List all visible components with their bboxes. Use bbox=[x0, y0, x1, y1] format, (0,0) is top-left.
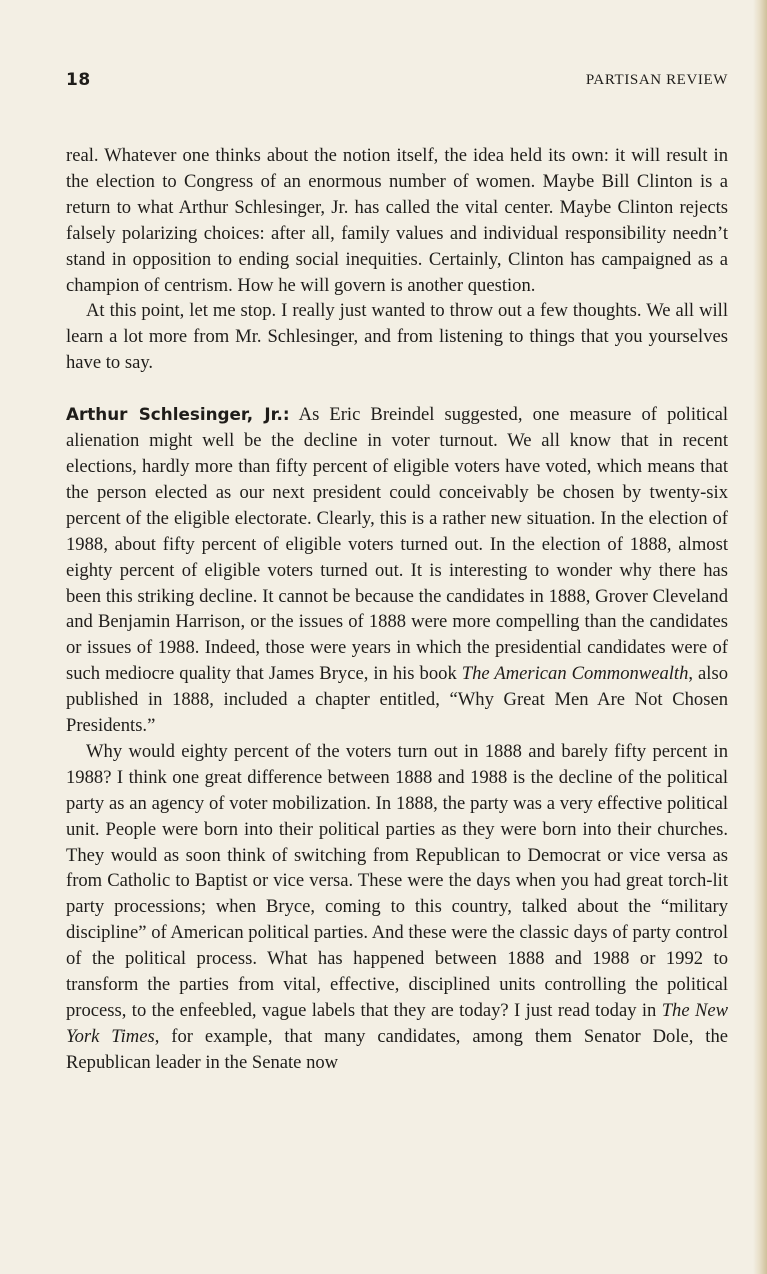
paragraph-4-text: Why would eighty percent of the voters turn out in 1888 and barely fifty percent in 1988? I think one great difference between 1888 and 1988 is the decline of the political party as an agency of voter mobilization. In 1888, the party was a very effective political unit. People were born into their political parties as they were born into their churches. They would as soon think of switching from Republican to Democrat or vice versa as from Catholic to Baptist or vice versa. These were the days when you had great torch-lit party processions; when Bryce, coming to this country, talked about the “military discipline” of American political parties. And these were the classic days of party control of the political process. What has happened between 1888 and 1988 or 1992 to transform the parties from vital, effective, disciplined units controlling the political process, to the enfeebled, vague labels that they are today? I just read today in bbox=[66, 740, 728, 1021]
newspaper-title: The New York Times bbox=[66, 1000, 728, 1047]
paragraph-3-text: As Eric Breindel suggested, one measure of political alienation might well be the decline in voter turnout. We all know that in recent elections, hardly more than fifty percent of eligible voters have voted, which means that the person elected as our next president could conceivably be chosen by twenty-six percent of the eligible electorate. Clearly, this is a rather new situation. In the election of 1988, about fifty percent of eligible voters turned out. In the election of 1888, almost eighty percent of eligible voters turned out. It is interesting to wonder why there has been this striking decline. It cannot be because the candidates in 1888, Grover Cleveland and Benjamin Harrison, or the issues of 1888 were more compelling than the candidates or issues of 1988. Indeed, those were years in which the presidential candidates were of such mediocre quality that James Bryce, in his book bbox=[66, 404, 729, 685]
paragraph-1: real. Whatever one thinks about the notion itself, the idea held its own: it will result in the election to Congress of an enormous number of women. Maybe Bill Clinton is a return to what Arthur Schlesinger, Jr. has called the vital center. Maybe Clinton rejects falsely polarizing choices: after all, family values and individual responsibility needn’t stand in opposition to ending social inequities. Certainly, Clinton has campaigned as a champion of centrism. How he will govern is another question. bbox=[66, 145, 728, 296]
book-title: The American Commonwealth bbox=[461, 663, 689, 685]
paragraph-3-end: , also published in 1888, included a chapter entitled, “Why Great Men Are Not Chosen Presidents.” bbox=[66, 663, 728, 737]
paragraph-4-end: , for example, that many candidates, among them Senator Dole, the Republican leader in the Senate now bbox=[66, 1025, 729, 1073]
paragraph-4 bbox=[66, 739, 728, 1076]
page-number: 18 bbox=[66, 70, 91, 90]
page-edge-shadow bbox=[753, 0, 767, 1274]
page-header bbox=[66, 70, 728, 96]
paragraph-3 bbox=[66, 402, 728, 739]
running-head: PARTISAN REVIEW bbox=[585, 72, 728, 88]
speaker-name: Arthur Schlesinger, Jr.: bbox=[66, 404, 290, 425]
paragraph-2: At this point, let me stop. I really just wanted to throw out a few thoughts. We all will learn a lot more from Mr. Schlesinger, and from listening to things that you yourselves have to say. bbox=[66, 300, 728, 374]
body-text bbox=[66, 143, 728, 1076]
